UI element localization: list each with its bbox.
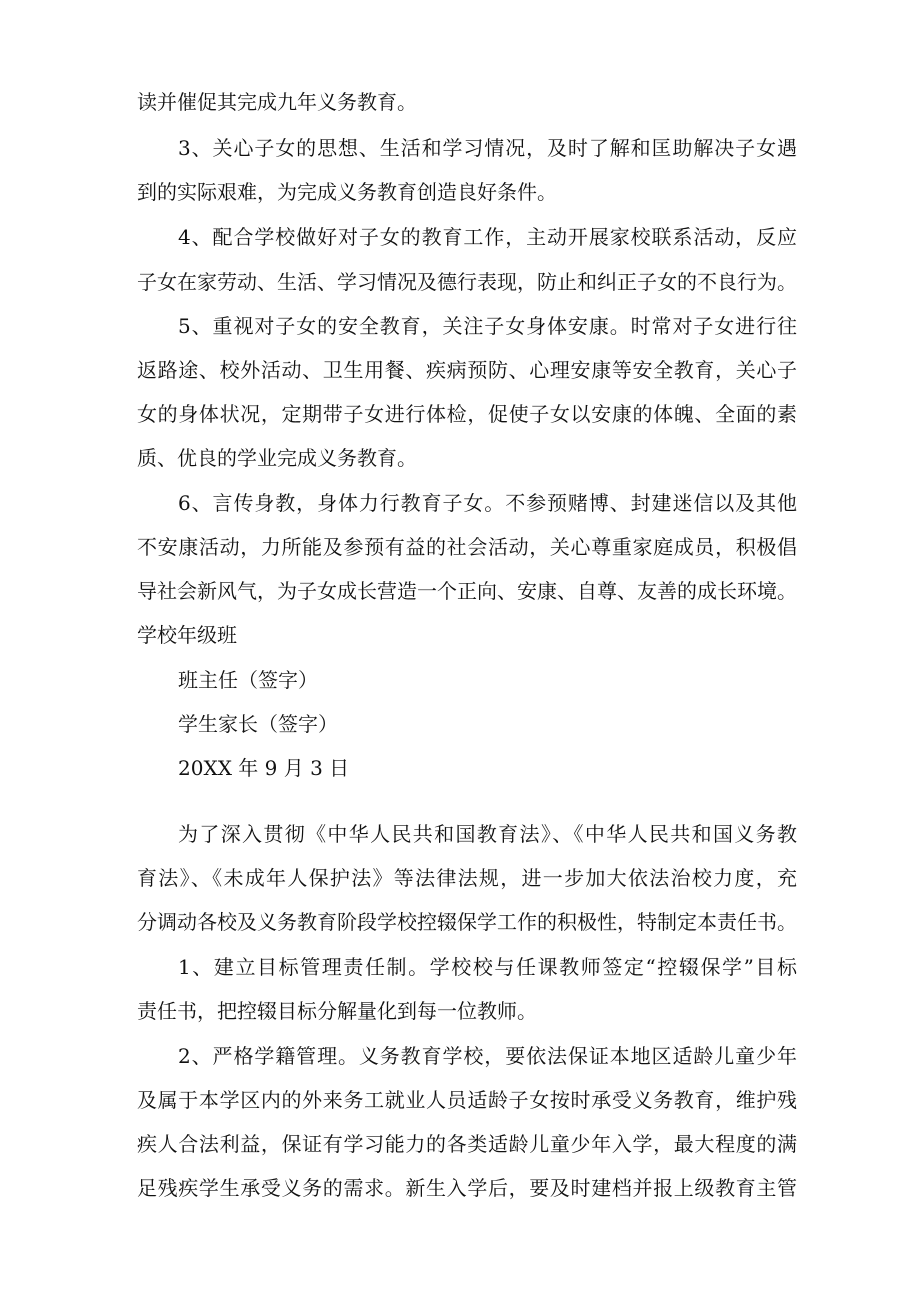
parent-signature: 学生家长（签字） <box>178 712 338 736</box>
school-grade-class: 学校年级班 <box>137 623 237 647</box>
paragraph-5-line-3: 女的身体状况，定期带子女进行体检，促使子女以安康的体魄、全面的素 <box>137 402 797 426</box>
item-1-line-2: 责任书，把控辍目标分解量化到每一位教师。 <box>137 999 537 1023</box>
paragraph-4-line-2: 子女在家劳动、生活、学习情况及德行表现，防止和纠正子女的不良行为。 <box>137 270 797 294</box>
intro-line-2: 育法》、《未成年人保护法》等法律法规，进一步加大依法治校力度，充 <box>137 866 797 890</box>
text-line: 读并催促其完成九年义务教育。 <box>137 90 417 114</box>
paragraph-5-line-1: 5、重视对子女的安全教育，关注子女身体安康。时常对子女进行往 <box>178 314 797 338</box>
homeroom-teacher-signature: 班主任（签字） <box>178 668 318 692</box>
item-1-line-1: 1、建立目标管理责任制。学校校与任课教师签定“控辍保学”目标 <box>178 955 797 979</box>
item-2-line-1: 2、严格学籍管理。义务教育学校，要依法保证本地区适龄儿童少年 <box>178 1044 797 1068</box>
paragraph-6-line-3: 导社会新风气，为子女成长营造一个正向、安康、自尊、友善的成长环境。 <box>137 579 797 603</box>
item-2-line-4: 足残疾学生承受义务的需求。新生入学后，要及时建档并报上级教育主管 <box>137 1176 797 1200</box>
paragraph-4-line-1: 4、配合学校做好对子女的教育工作，主动开展家校联系活动，反应 <box>178 225 797 249</box>
paragraph-6-line-1: 6、言传身教，身体力行教育子女。不参预赌博、封建迷信以及其他 <box>178 491 797 515</box>
document-date: 20XX 年 9 月 3 日 <box>178 756 350 780</box>
intro-line-1: 为了深入贯彻《中华人民共和国教育法》、《中华人民共和国义务教 <box>178 822 797 846</box>
paragraph-5-line-2: 返路途、校外活动、卫生用餐、疾病预防、心理安康等安全教育，关心子 <box>137 358 797 382</box>
paragraph-5-line-4: 质、优良的学业完成义务教育。 <box>137 446 417 470</box>
item-2-line-3: 疾人合法利益，保证有学习能力的各类适龄儿童少年入学，最大程度的满 <box>137 1132 797 1156</box>
paragraph-6-line-2: 不安康活动，力所能及参预有益的社会活动，关心尊重家庭成员，积极倡 <box>137 535 797 559</box>
paragraph-3-line-1: 3、关心子女的思想、生活和学习情况，及时了解和匡助解决子女遇 <box>178 136 797 160</box>
paragraph-3-line-2: 到的实际艰难，为完成义务教育创造良好条件。 <box>137 180 557 204</box>
item-2-line-2: 及属于本学区内的外来务工就业人员适龄子女按时承受义务教育，维护残 <box>137 1088 797 1112</box>
intro-line-3: 分调动各校及义务教育阶段学校控辍保学工作的积极性，特制定本责任书。 <box>137 910 797 934</box>
